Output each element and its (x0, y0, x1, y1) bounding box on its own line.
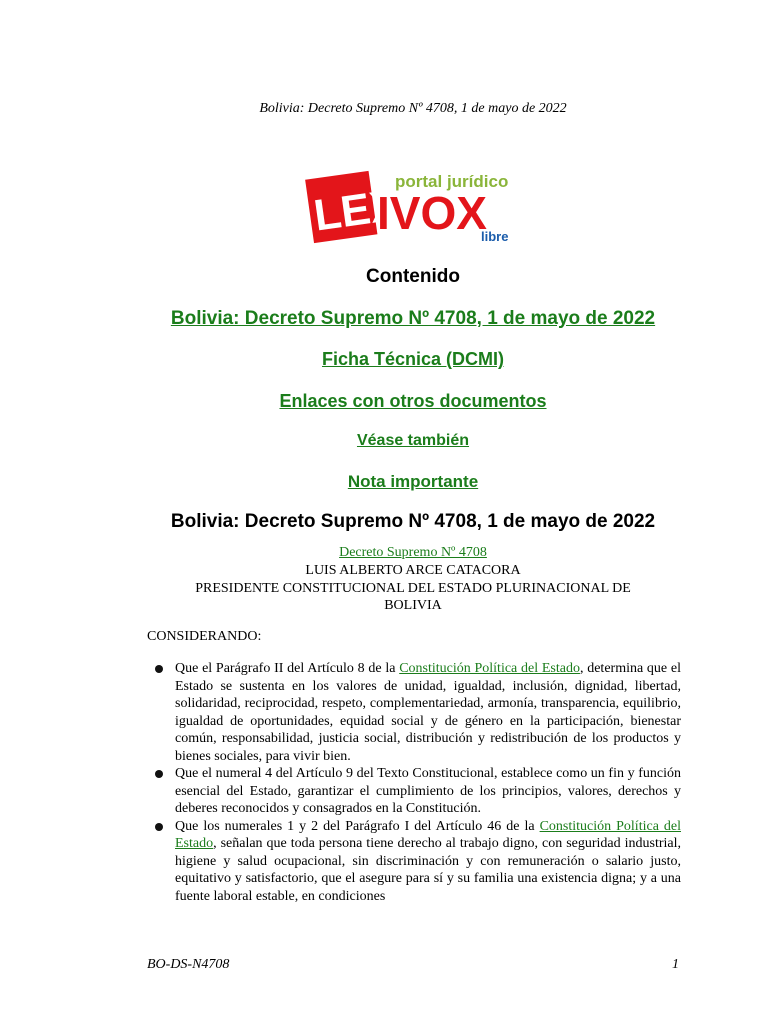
toc-item-ficha-tecnica[interactable]: Ficha Técnica (DCMI) (321, 349, 505, 369)
president-name: LUIS ALBERTO ARCE CATACORA (305, 563, 521, 578)
bullet-text-pre: Que el numeral 4 del Artículo 9 del Texto Constitucional, establece como un fin y función esencial del Estado, garantizar el cumplimiento de los principios, valores, derechos y deberes reconocidos y consagrados en la Constitución. (175, 766, 681, 816)
president-title-line2: BOLIVIA (384, 598, 442, 613)
decree-link[interactable]: Decreto Supremo Nº 4708 (339, 545, 487, 560)
bullet-text-post: , determina que el Estado se sustenta en los valores de unidad, igualdad, inclusión, dignidad, libertad, solidaridad, reciprocidad, respeto, complementariedad, armonía, transparencia, equilibrio, igualdad de oportunidades, equidad social y de género en la participación, bienestar común, responsabilidad, justicia social, distribución y redistribución de los productos y bienes sociales, para vivir bien. (175, 661, 681, 764)
running-header: Bolivia: Decreto Supremo Nº 4708, 1 de mayo de 2022 (259, 101, 567, 116)
considerando-heading: CONSIDERANDO: (147, 629, 262, 644)
president-title-line1: PRESIDENTE CONSTITUCIONAL DEL ESTADO PLURINACIONAL DE (195, 581, 631, 596)
toc-item-enlaces[interactable]: Enlaces con otros documentos (279, 391, 547, 411)
bullet-icon (155, 770, 163, 778)
list-item (155, 765, 681, 818)
list-item (155, 818, 681, 906)
bullet-icon (155, 665, 163, 673)
footer-page-number: 1 (672, 957, 679, 972)
logo-lex-text: LEX (310, 180, 403, 241)
toc-item-nota-importante[interactable]: Nota importante (347, 472, 479, 491)
bullet-text-post: , señalan que toda persona tiene derecho al trabajo digno, con seguridad industrial, higiene y salud ocupacional, sin discriminación y con remuneración o salario justo, equitativo y satisfactorio, que el asegure para sí y su familia una existencia digna; y a una fuente laboral estable, en condiciones (175, 836, 681, 904)
bullet-text-pre: Que el Parágrafo II del Artículo 8 de la (175, 661, 400, 676)
constitucion-link[interactable]: Constitución Política del Estado (399, 661, 580, 676)
logo-tagline: portal jurídico (395, 172, 509, 191)
considerando-list (155, 660, 681, 905)
constitucion-link[interactable]: Constitución Política del Estado (175, 818, 681, 851)
bullet-text-pre: Que los numerales 1 y 2 del Parágrafo I del Artículo 46 de la (175, 818, 540, 834)
toc-item-decreto[interactable]: Bolivia: Decreto Supremo Nº 4708, 1 de mayo de 2022 (170, 308, 656, 329)
toc-title: Contenido (366, 266, 460, 287)
footer-doc-code: BO-DS-N4708 (147, 957, 230, 972)
document-title: Bolivia: Decreto Supremo Nº 4708, 1 de mayo de 2022 (170, 511, 656, 532)
bullet-icon (155, 823, 163, 831)
decree-link-line (0, 544, 768, 561)
lexivox-logo (303, 163, 525, 245)
toc-item-vease-tambien[interactable]: Véase también (356, 432, 470, 449)
logo-ivox-text: IVOX (377, 187, 487, 239)
logo-libre-text: libre (481, 229, 509, 244)
list-item (155, 660, 681, 765)
